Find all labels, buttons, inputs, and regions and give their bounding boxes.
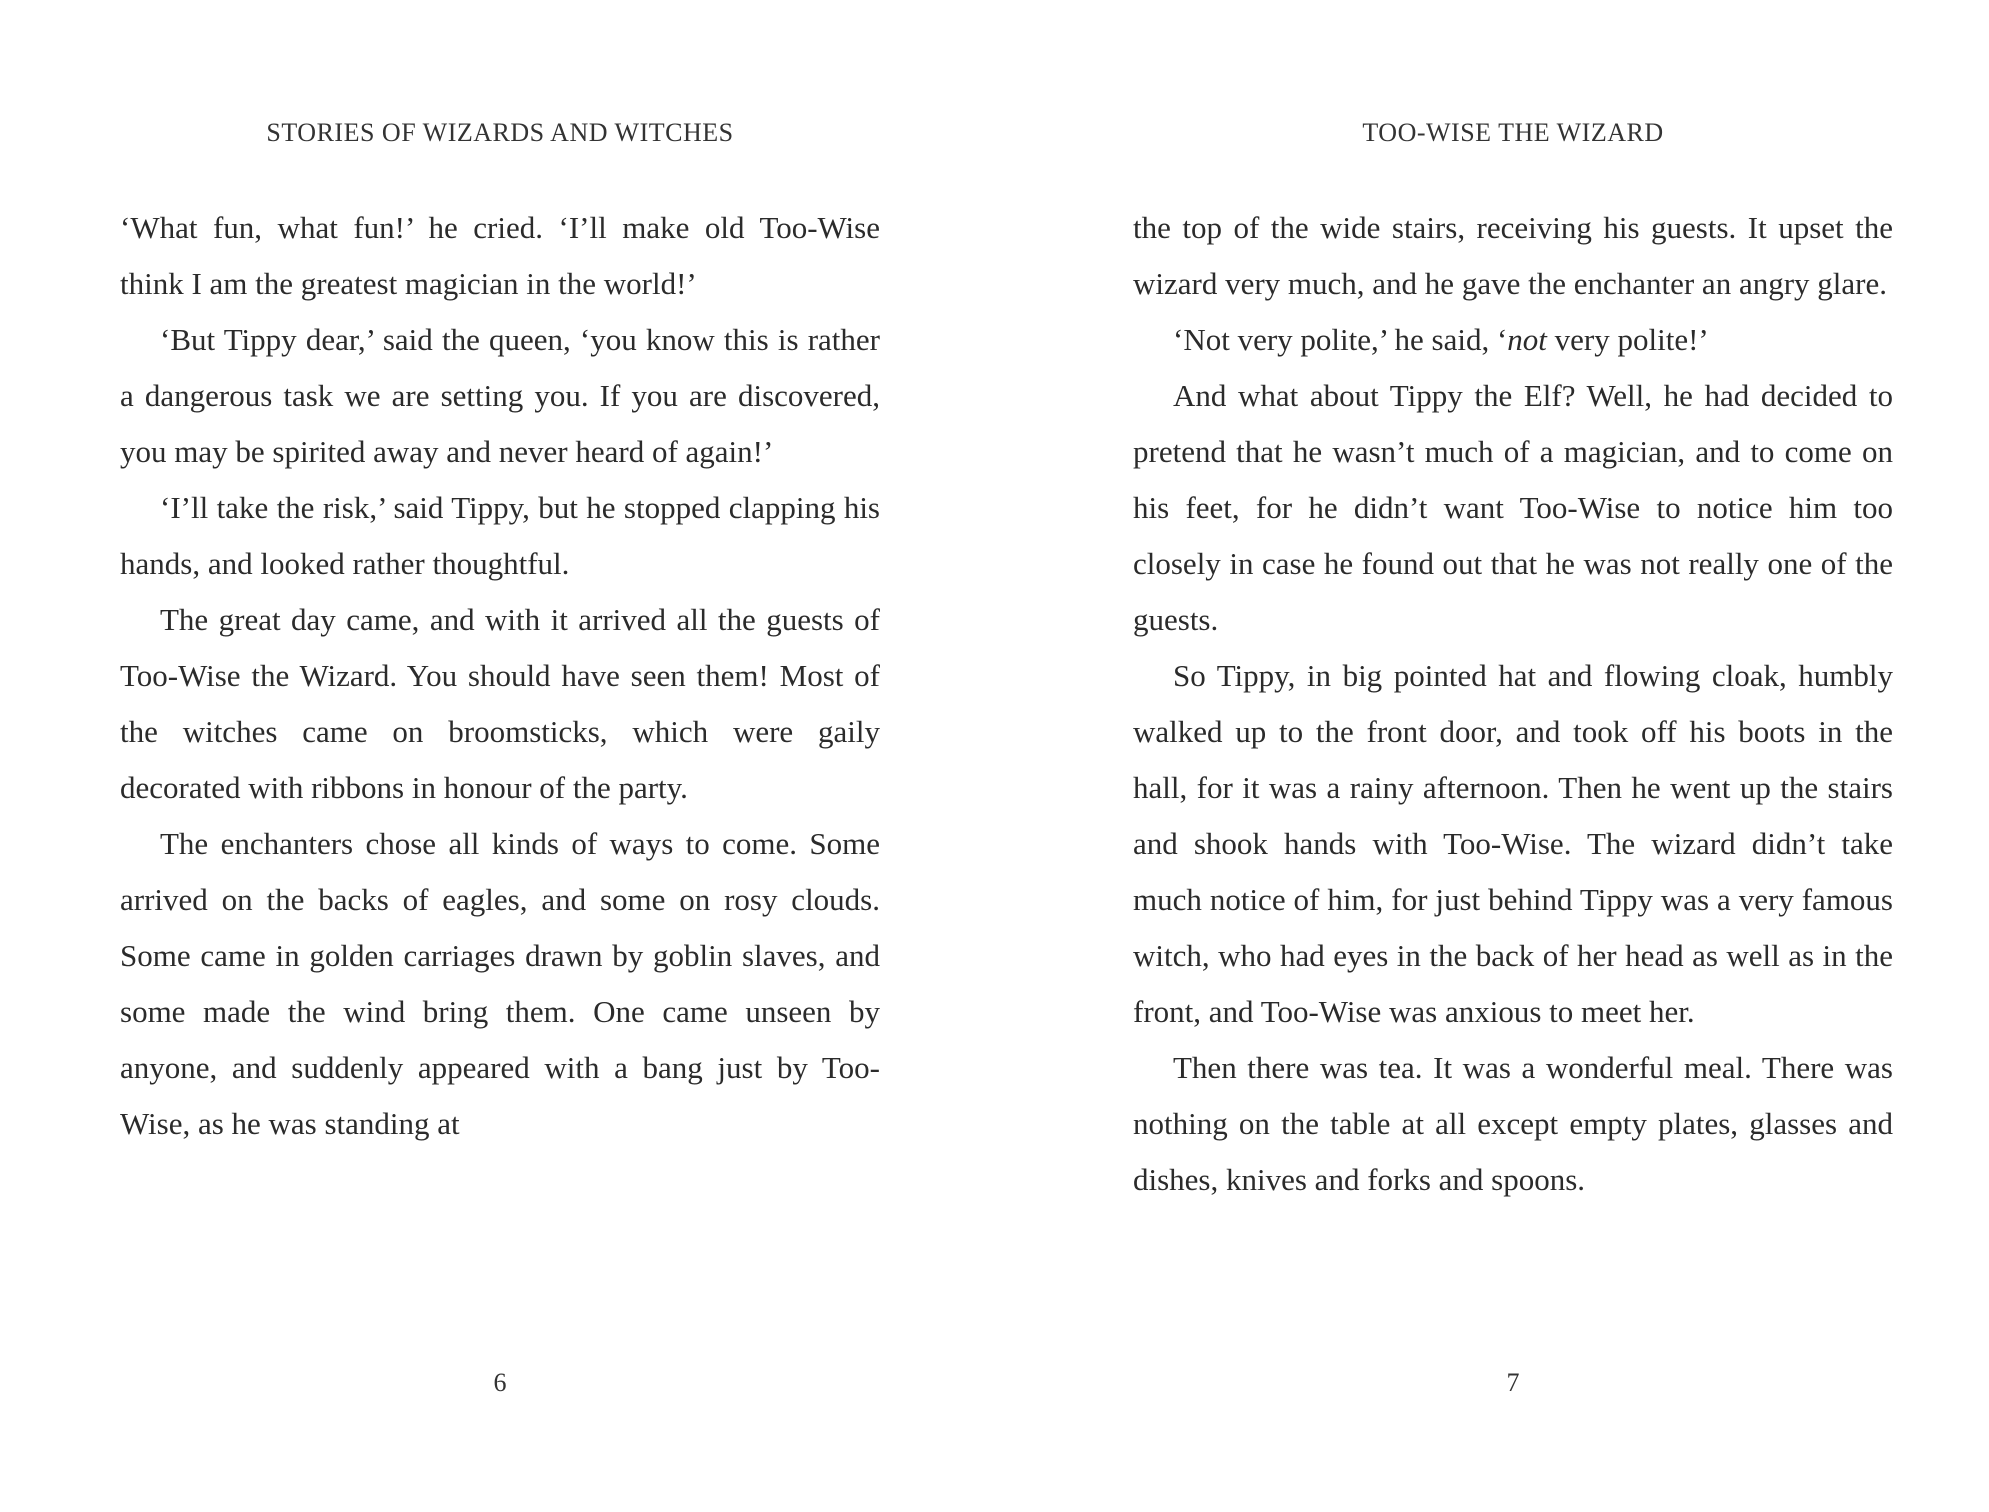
paragraph: So Tippy, in big pointed hat and flowing cloak, humbly walked up to the front door, and took off his boots in the hall, for it was a rainy afternoon. Then he went up the stairs and shook hands with Too-Wise. The wizard didn’t take much notice of him, for just behind Tippy was a very famous witch, who had eyes in the back of her head as well as in the front, and Too-Wise was anxious to meet her. [1133,658,1893,1029]
paragraph: ‘I’ll take the risk,’ said Tippy, but he stopped clapping his hands, and looked rather thoughtful. [120,490,880,581]
paragraph: The enchanters chose all kinds of ways to come. Some arrived on the backs of eagles, and some on rosy clouds. Some came in golden carriages drawn by goblin slaves, and some made the wind bring them. One came unseen by anyone, and suddenly appeared with a bang just by Too-Wise, as he was standing at [120,826,880,1141]
paragraph: the top of the wide stairs, receiving his guests. It upset the wizard very much, and he gave the enchanter an angry glare. [1133,210,1893,301]
paragraph-part: very polite!’ [1546,322,1709,357]
paragraph: ‘But Tippy dear,’ said the queen, ‘you know this is rather a dangerous task we are setting you. If you are discovered, you may be spirited away and never heard of again!’ [120,322,880,469]
running-head-left: STORIES OF WIZARDS AND WITCHES [266,118,734,147]
page-number-right: 7 [1506,1368,1520,1397]
paragraph: And what about Tippy the Elf? Well, he had decided to pretend that he wasn’t much of a magician, and to come on his feet, for he didn’t want Too-Wise to notice him too closely in case he found out that he was not really one of the guests. [1133,378,1893,637]
paragraph: The great day came, and with it arrived all the guests of Too-Wise the Wizard. You should have seen them! Most of the witches came on broomsticks, which were gaily decorated with ribbons in honour of the party. [120,602,880,805]
paragraph: ‘What fun, what fun!’ he cried. ‘I’ll make old Too-Wise think I am the greatest magician in the world!’ [120,210,880,301]
left-page-text [120,200,880,1152]
left-page [120,0,880,1512]
right-page-text [1133,200,1893,1208]
paragraph-with-emphasis [1133,312,1893,368]
right-page [1133,0,1893,1512]
emphasis-text: not [1507,322,1547,357]
paragraph: Then there was tea. It was a wonderful meal. There was nothing on the table at all except empty plates, glasses and dishes, knives and forks and spoons. [1133,1050,1893,1197]
paragraph-part: ‘Not very polite,’ he said, ‘ [1173,322,1508,357]
page-number-left: 6 [493,1368,507,1397]
running-head-right: TOO-WISE THE WIZARD [1362,118,1664,147]
